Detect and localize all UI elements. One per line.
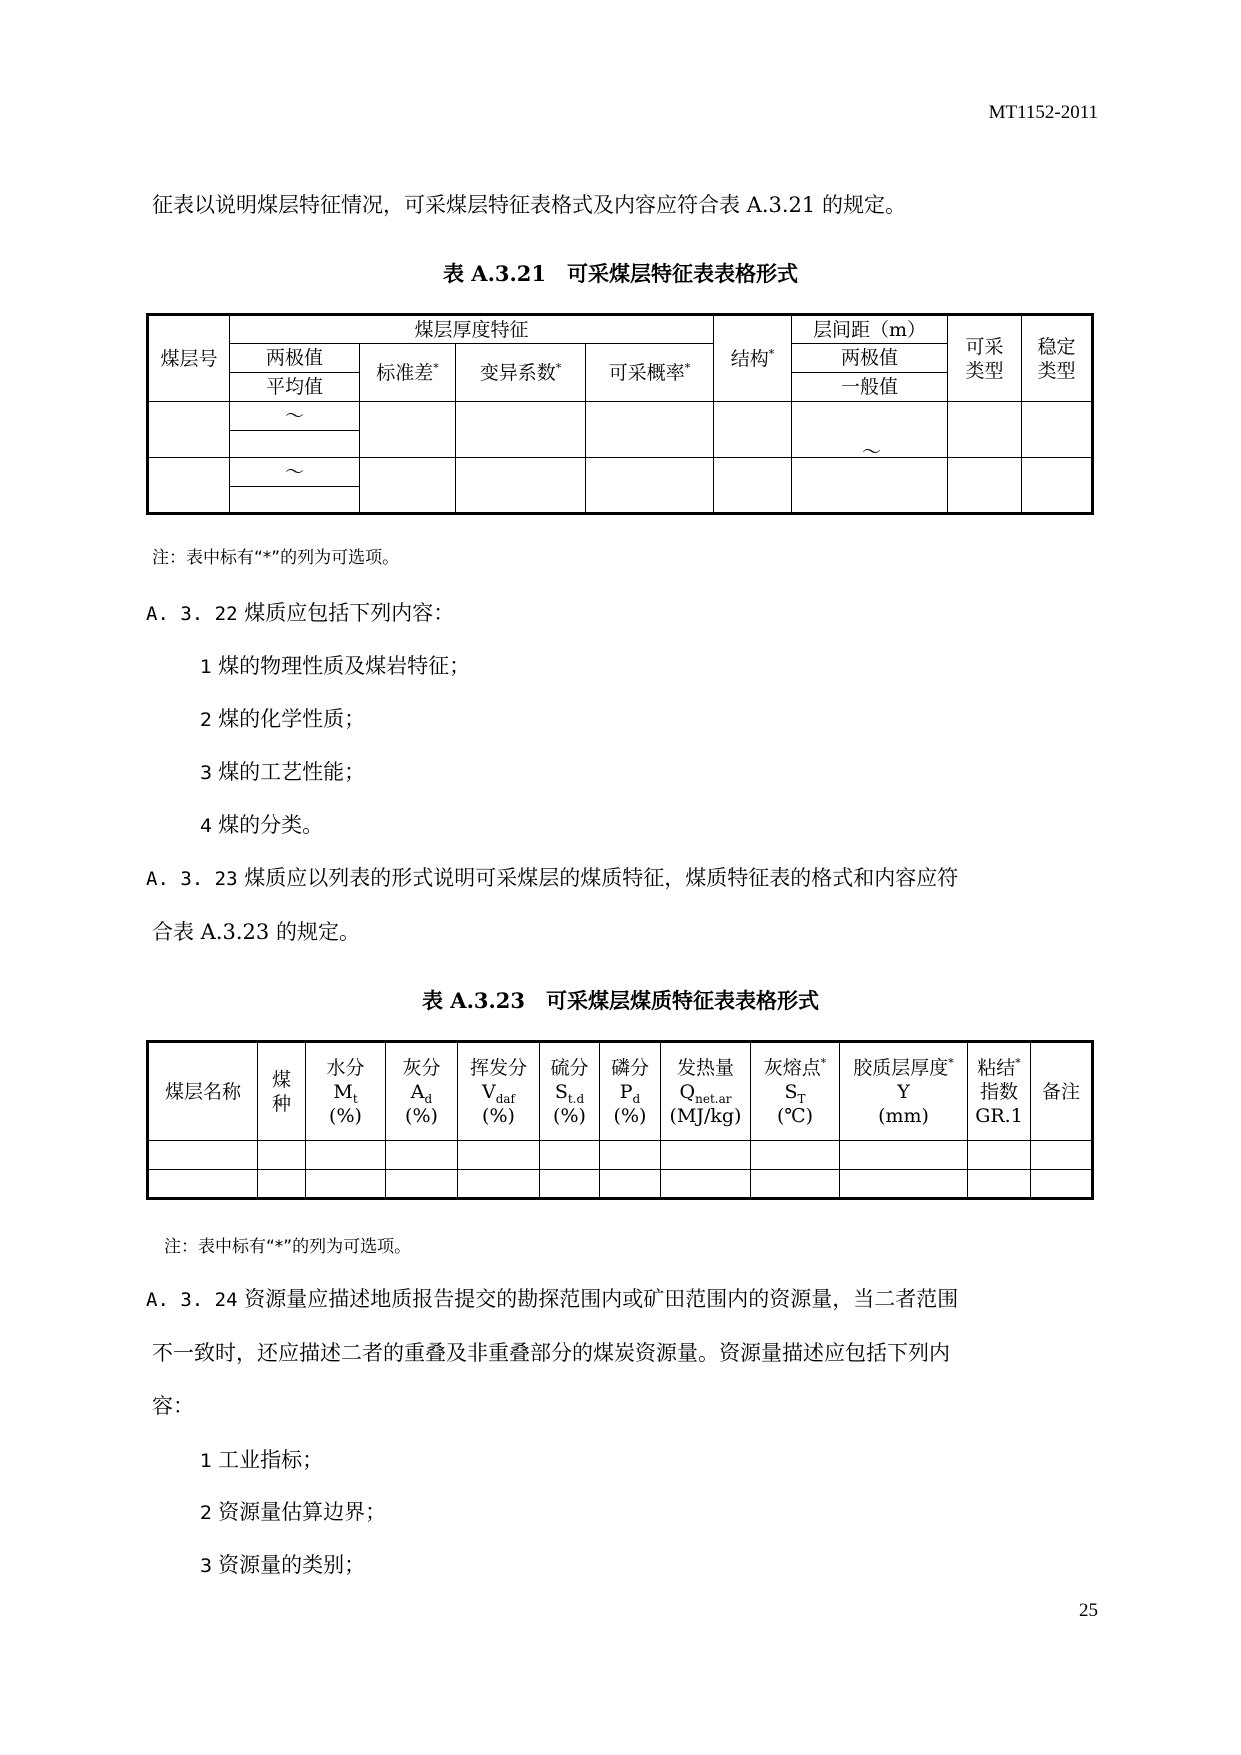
table-cell (148, 458, 230, 514)
header-seam-no: 煤层号 (148, 315, 230, 402)
table-cell (386, 1170, 458, 1199)
table-cell (230, 487, 360, 514)
header-caking-index: 粘结* 指数 GR.1 (968, 1042, 1031, 1141)
table-cell (661, 1170, 751, 1199)
header-coal-kind: 煤种 (258, 1042, 306, 1141)
table-a323-note: 注：表中标有“*”的列为可选项。 (164, 1237, 412, 1257)
header-seam-name: 煤层名称 (148, 1042, 258, 1141)
table-cell (386, 1141, 458, 1170)
list-item: 1 煤的物理性质及煤岩特征； (200, 654, 471, 678)
table-a323-caption: 表 A.3.23 可采煤层煤质特征表表格形式 (421, 988, 820, 1013)
intro-paragraph: 征表以说明煤层特征情况，可采煤层特征表格式及内容应符合表 A.3.21 的规定。 (152, 193, 906, 217)
clause-number: A. 3. 23 (146, 868, 238, 890)
table-cell (1022, 458, 1093, 514)
tilde-cell: ～ (230, 402, 360, 431)
header-mineable-prob: 可采概率* (586, 344, 714, 402)
table-cell (661, 1141, 751, 1170)
table-cell (230, 431, 360, 458)
header-ash-fusion: 灰熔点* $S_T$ (℃) (751, 1042, 840, 1141)
table-cell (360, 458, 456, 514)
header-phosphorus: 磷分 $P_d$ (%) (600, 1042, 661, 1141)
table-cell (148, 402, 230, 458)
header-colloid-thickness: 胶质层厚度* Y (mm) (840, 1042, 968, 1141)
table-a321-caption: 表 A.3.21 可采煤层特征表表格形式 (442, 261, 799, 286)
clause-a324 (146, 1284, 958, 1315)
page-number: 25 (1079, 1600, 1098, 1621)
table-cell (840, 1170, 968, 1199)
table-cell (948, 458, 1022, 514)
header-sulfur: 硫分 $S_{t.d}$ (%) (540, 1042, 600, 1141)
table-cell (968, 1170, 1031, 1199)
document-code: MT1152-2011 (988, 102, 1098, 123)
list-item: 4 煤的分类。 (200, 813, 324, 837)
header-calorific: 发热量 $Q_{net.ar}$ (MJ/kg) (661, 1042, 751, 1141)
clause-text: 煤质应包括下列内容： (244, 601, 455, 625)
table-a321 (146, 313, 1094, 515)
clause-text: 资源量应描述地质报告提交的勘探范围内或矿田范围内的资源量，当二者范围 (244, 1287, 959, 1311)
list-item: 1 工业指标； (200, 1448, 324, 1472)
table-cell (948, 402, 1022, 458)
header-interval: 层间距（m） (792, 315, 948, 344)
table-cell (792, 458, 948, 514)
table-cell (840, 1141, 968, 1170)
header-interval-general: 一般值 (792, 373, 948, 402)
clause-a324-cont: 不一致时，还应描述二者的重叠及非重叠部分的煤炭资源量。资源量描述应包括下列内 (152, 1341, 950, 1365)
header-moisture: 水分 $M_t$ (%) (306, 1042, 386, 1141)
table-cell (600, 1170, 661, 1199)
header-structure: 结构* (714, 315, 792, 402)
header-stability-type: 稳定类型 (1022, 315, 1093, 402)
table-cell (258, 1170, 306, 1199)
table-cell (586, 458, 714, 514)
table-cell (600, 1141, 661, 1170)
table-cell (148, 1141, 258, 1170)
table-a323 (146, 1040, 1094, 1200)
table-cell (148, 1170, 258, 1199)
list-item: 3 资源量的类别； (200, 1553, 366, 1577)
table-cell (751, 1170, 840, 1199)
clause-a324-cont: 容： (152, 1394, 194, 1418)
tilde-cell: ～ (230, 458, 360, 487)
header-average: 平均值 (230, 373, 360, 402)
table-cell (360, 402, 456, 458)
table-cell (258, 1141, 306, 1170)
header-mineable-type: 可采类型 (948, 315, 1022, 402)
header-stddev: 标准差* (360, 344, 456, 402)
list-item: 3 煤的工艺性能； (200, 760, 366, 784)
table-cell (1031, 1170, 1093, 1199)
table-cell (456, 402, 586, 458)
table-cell (456, 458, 586, 514)
table-cell (540, 1170, 600, 1199)
list-item: 2 资源量估算边界； (200, 1500, 387, 1524)
clause-number: A. 3. 22 (146, 603, 238, 625)
clause-text: 煤质应以列表的形式说明可采煤层的煤质特征，煤质特征表的格式和内容应符 (244, 866, 959, 890)
table-cell (306, 1141, 386, 1170)
table-cell (751, 1141, 840, 1170)
header-ash: 灰分 $A_d$ (%) (386, 1042, 458, 1141)
table-cell (1031, 1141, 1093, 1170)
interval-tilde: ～ (862, 441, 882, 463)
header-extremes: 两极值 (230, 344, 360, 373)
table-cell (586, 402, 714, 458)
clause-number: A. 3. 24 (146, 1289, 238, 1311)
table-cell (458, 1141, 540, 1170)
table-cell (540, 1141, 600, 1170)
table-cell (714, 402, 792, 458)
table-cell (968, 1141, 1031, 1170)
table-a321-note: 注：表中标有“*”的列为可选项。 (152, 548, 400, 568)
header-interval-extremes: 两极值 (792, 344, 948, 373)
header-thickness: 煤层厚度特征 (230, 315, 714, 344)
table-cell (1022, 402, 1093, 458)
table-cell (306, 1170, 386, 1199)
header-volatile: 挥发分 $V_{daf}$ (%) (458, 1042, 540, 1141)
clause-a323 (146, 863, 958, 894)
header-variation: 变异系数* (456, 344, 586, 402)
list-item: 2 煤的化学性质； (200, 707, 366, 731)
header-remark: 备注 (1031, 1042, 1093, 1141)
clause-a323-cont: 合表 A.3.23 的规定。 (152, 920, 360, 944)
table-cell (714, 458, 792, 514)
clause-a322 (146, 598, 454, 629)
table-cell (458, 1170, 540, 1199)
